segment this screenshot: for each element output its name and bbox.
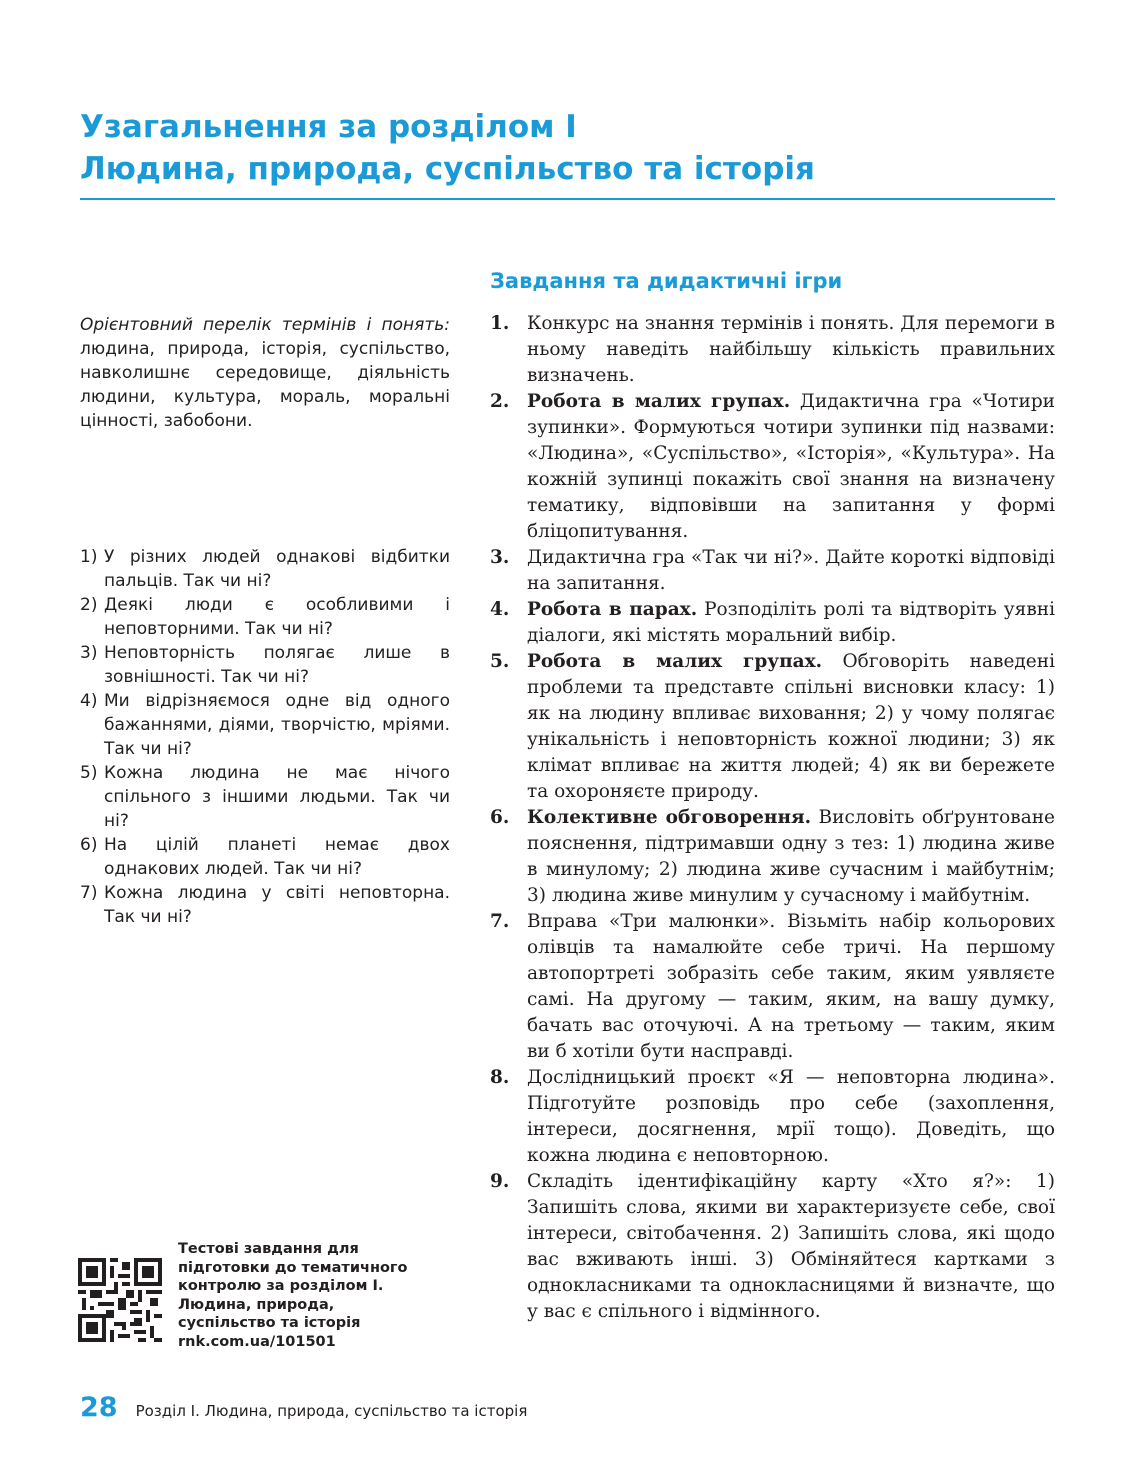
item-number: 7)	[80, 883, 98, 903]
task-text: Вправа «Три малюнки». Візьміть набір кольорових олівців та намалюйте себе тричі. На першому автопортреті зобразіть себе таким, яким уявляєте самі. На другому — таким, яким, на вашу думку, бачать вас оточуючі. А на третьому — таким, яким ви б хотіли бути насправді.	[527, 911, 1055, 1062]
task-number: 8.	[490, 1067, 510, 1088]
task-number: 6.	[490, 807, 510, 828]
task-number: 4.	[490, 599, 510, 620]
task-bold-lead: Робота в парах.	[527, 599, 698, 620]
task-number: 3.	[490, 547, 510, 568]
item-text: Деякі люди є особливими і неповторними. Так чи ні?	[104, 595, 450, 639]
task-item	[490, 649, 1055, 805]
task-item	[490, 805, 1055, 909]
qr-caption	[178, 1240, 438, 1351]
terms-paragraph	[80, 313, 450, 433]
qr-caption-line: суспільство та історія	[178, 1315, 361, 1331]
qr-caption-line: підготовки до тематичного	[178, 1259, 408, 1276]
task-text: Конкурс на знання термінів і понять. Для перемоги в ньому наведіть найбільшу кількість правильних визначень.	[527, 313, 1055, 386]
item-text: Кожна людина у світі неповторна. Так чи ні?	[104, 883, 450, 927]
tasks-list	[490, 311, 1055, 1325]
task-number: 1.	[490, 313, 510, 334]
list-item	[80, 881, 450, 929]
task-text: Дидактична гра «Чотири зупинки». Формуються чотири зупинки під назвами: «Людина», «Суспільство», «Історія», «Культура». На кожній зупинці покажіть свої знання на визначену тематику, відповівши на запитання у формі бліцопитування.	[527, 391, 1055, 542]
terms-lead: Орієнтовний перелік термінів і понять:	[80, 315, 450, 335]
task-text: Розподіліть ролі та відтворіть уявні діалоги, які містять моральний вибір.	[527, 599, 1055, 646]
title-line-2: Людина, природа, суспільство та історія	[80, 151, 815, 187]
task-number: 5.	[490, 651, 510, 672]
task-item	[490, 909, 1055, 1065]
item-number: 1)	[80, 547, 98, 567]
task-number: 9.	[490, 1171, 510, 1192]
item-text: У різних людей однакові відбитки пальців. Так чи ні?	[104, 547, 450, 591]
list-item	[80, 761, 450, 833]
qr-caption-line: Тестові завдання для	[178, 1241, 359, 1257]
task-item	[490, 389, 1055, 545]
list-item	[80, 641, 450, 689]
task-number: 7.	[490, 911, 510, 932]
item-number: 2)	[80, 595, 98, 615]
list-item	[80, 593, 450, 641]
item-number: 5)	[80, 763, 98, 783]
task-text: Обговоріть наведені проблеми та представте спільні висновки класу: 1) як на людину впливає виховання; 2) у чому полягає унікальність і неповторність кожної людини; 3) як клімат впливає на життя людей; 4) як ви бережете та охороняєте природу.	[527, 651, 1055, 802]
task-bold-lead: Робота в малих групах.	[527, 651, 823, 672]
task-text: Складіть ідентифікаційну карту «Хто я?»: 1) Запишіть слова, якими ви характеризуєте себе, свої інтереси, світобачення. 2) Запишіть слова, які щодо вас вживають інші. 3) Обміняйтеся картками з однокласниками та однокласницями й визначте, що у вас є спільного і відмінного.	[527, 1171, 1055, 1322]
task-number: 2.	[490, 391, 510, 412]
item-text: Кожна людина не має нічого спільного з іншими людьми. Так чи ні?	[104, 763, 450, 831]
task-item	[490, 1065, 1055, 1169]
task-item	[490, 1169, 1055, 1325]
item-number: 4)	[80, 691, 98, 711]
terms-list: людина, природа, історія, суспільство, навколишнє середовище, діяльність людини, культура, мораль, моральні цінності, забобони.	[80, 339, 450, 431]
true-false-list	[80, 545, 450, 929]
item-number: 3)	[80, 643, 98, 663]
item-number: 6)	[80, 835, 98, 855]
task-bold-lead: Колективне обговорення.	[527, 807, 812, 828]
page-footer	[80, 1392, 527, 1426]
list-item	[80, 833, 450, 881]
title-line-1: Узагальнення за розділом І	[80, 109, 577, 145]
page-title	[80, 106, 1060, 190]
title-divider	[80, 198, 1055, 200]
tasks-heading: Завдання та дидактичні ігри	[490, 269, 843, 293]
task-text: Висловіть обґрунтоване пояснення, підтримавши одну з тез: 1) людина живе в минулому; 2) людина живе сучасним і майбутнім; 3) людина живе минулим у сучасному і майбутнім.	[527, 807, 1055, 906]
task-item	[490, 597, 1055, 649]
qr-caption-line: Людина, природа,	[178, 1296, 335, 1313]
qr-code-icon[interactable]	[78, 1258, 162, 1342]
task-text: Дидактична гра «Так чи ні?». Дайте короткі відповіді на запитання.	[527, 547, 1055, 594]
task-bold-lead: Робота в малих групах.	[527, 391, 791, 412]
list-item	[80, 545, 450, 593]
task-text: Дослідницький проєкт «Я — неповторна людина». Підготуйте розповідь про себе (захоплення, інтереси, досягнення, мрії тощо). Доведіть, що кожна людина є неповторною.	[527, 1067, 1055, 1166]
item-text: Ми відрізняємося одне від одного бажаннями, діями, творчістю, мріями. Так чи ні?	[104, 691, 450, 759]
task-item	[490, 545, 1055, 597]
item-text: На цілій планеті немає двох однакових людей. Так чи ні?	[104, 835, 450, 879]
running-title: Розділ І. Людина, природа, суспільство та історія	[135, 1402, 528, 1420]
list-item	[80, 689, 450, 761]
item-text: Неповторність полягає лише в зовнішності. Так чи ні?	[104, 643, 450, 687]
task-item	[490, 311, 1055, 389]
page-number: 28	[80, 1392, 118, 1423]
qr-caption-line: контролю за розділом І.	[178, 1278, 384, 1294]
qr-link[interactable]: rnk.com.ua/101501	[178, 1333, 336, 1350]
